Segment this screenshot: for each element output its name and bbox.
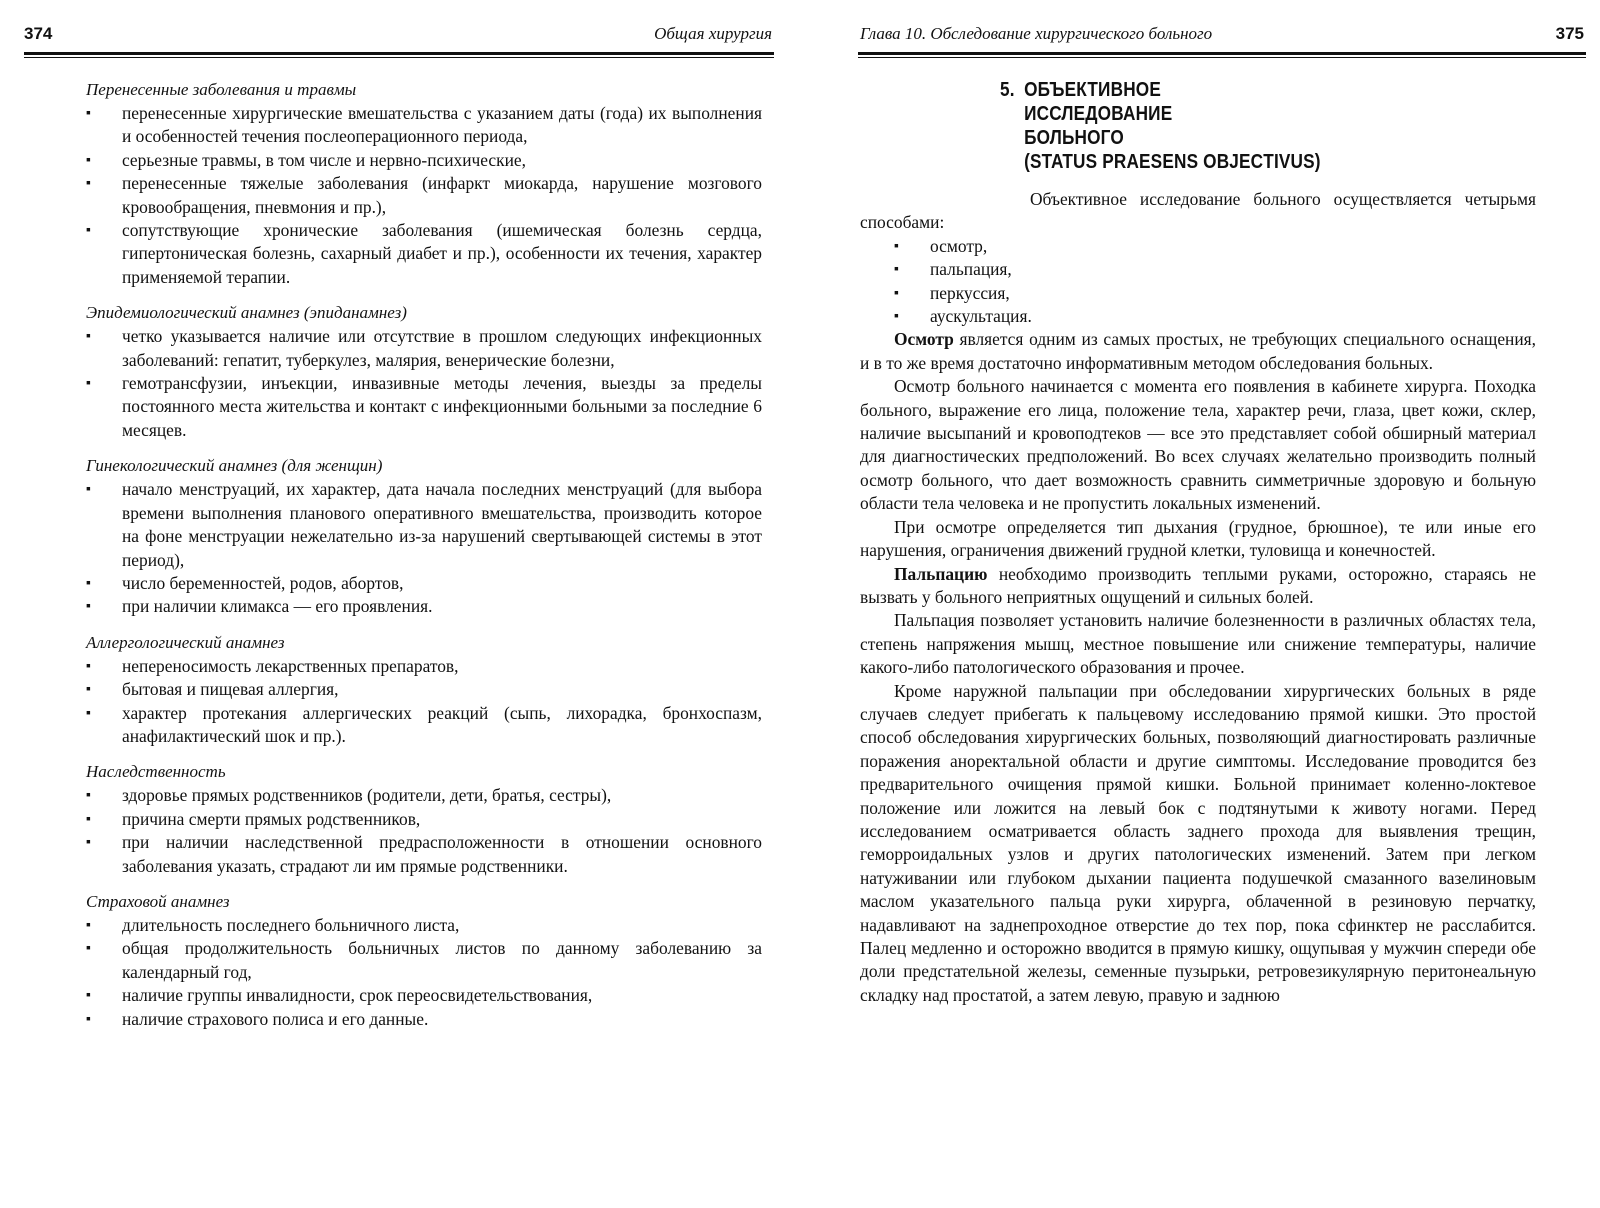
chapter-section-heading [1000, 78, 1461, 174]
list-item: ▪ осмотр, [894, 235, 1536, 258]
header-rule [24, 52, 774, 55]
list-item: ▪ наличие страхового полиса и его данные. [86, 1008, 762, 1031]
section-title: Перенесенные заболевания и травмы [86, 80, 357, 99]
paragraph-text: необходимо производить теплыми руками, осторожно, стараясь не вызвать у больного неприятных ощущений и сильных болей. [860, 563, 1536, 607]
paragraph-text: Пальпация позволяет установить наличие болезненности в различных областях тела, степень напряжения мышц, местное повышение или снижение температуры, наличие какого-либо патологического образования и прочее. [860, 610, 1536, 678]
right-page-header [860, 24, 1584, 50]
section-title: Наследственность [86, 762, 226, 782]
paragraph [860, 516, 1536, 563]
paragraph-text: Осмотр больного начинается с момента его появления в кабинете хирурга. Походка больного, выражение его лица, положение тела, характер речи, глаза, цвет кожи, склер, наличие высыпаний и кровоподтеков — все это представляет собой обширный материал для диагностических предположений. Во всех случаях желательно производить полный осмотр больного, что дает возможность сравнить симметричные здоровую и больную области тела человека и не пропустить локальных изменений. [860, 376, 1536, 514]
left-page-header [24, 24, 772, 50]
paragraph-text: При осмотре определяется тип дыхания (грудное, брюшное), те или иные его нарушения, ограничения движений грудной клетки, туловища и конечностей. [860, 516, 1536, 561]
left-page-body [86, 78, 762, 1043]
heading-line: БОЛЬНОГО [1024, 127, 1124, 149]
list-item: ▪ число беременностей, родов, абортов, [86, 572, 762, 595]
page-number: 374 [24, 24, 53, 43]
section-allergy-history [86, 631, 762, 749]
list-item: ▪ при наличии наследственной предрасположенности в отношении основного заболевания указать, страдают ли им прямые родственники. [86, 831, 762, 878]
list-item: ▪ общая продолжительность больничных листов по данному заболеванию за календарный год, [86, 937, 762, 984]
methods-list [894, 235, 1536, 329]
list-item: ▪ четко указывается наличие или отсутствие в прошлом следующих инфекционных заболеваний: гепатит, туберкулез, малярия, венерические болезни, [86, 325, 762, 372]
section-gynecological-history [86, 454, 762, 618]
running-title: Общая хирургия [654, 24, 772, 43]
heading-line: ИССЛЕДОВАНИЕ [1024, 103, 1173, 125]
lead-term: Осмотр [894, 329, 954, 350]
intro-paragraph: Объективное исследование больного осуществляется четырьмя способами: [860, 189, 1536, 233]
list-item: ▪ непереносимость лекарственных препаратов, [86, 655, 762, 678]
paragraph [860, 328, 1536, 375]
section-past-illnesses [86, 78, 762, 289]
lead-term: Пальпацию [894, 563, 988, 584]
heading-number: 5. [1000, 79, 1015, 101]
header-rule-thin [24, 57, 774, 58]
list-item: ▪ гемотрансфузии, инъекции, инвазивные методы лечения, выезды за пределы постоянного места жительства и контакт с инфекционными больными за последние 6 месяцев. [86, 372, 762, 442]
paragraph-text: является одним из самых простых, не требующих специального оснащения, и в то же время достаточно информативным методом обследования больных. [860, 329, 1536, 373]
header-rule [858, 52, 1586, 55]
section-title: Страховой анамнез [86, 891, 230, 911]
list-item: ▪ причина смерти прямых родственников, [86, 808, 762, 831]
paragraph [860, 375, 1536, 515]
section-title: Гинекологический анамнез (для женщин) [86, 456, 383, 476]
heading-line: (STATUS PRAESENS OBJECTIVUS) [1024, 151, 1321, 173]
list-item: ▪ сопутствующие хронические заболевания (ишемическая болезнь сердца, гипертоническая болезнь, сахарный диабет и пр.), особенности их течения, характер применяемой терапии. [86, 219, 762, 289]
list-item: ▪ пальпация, [894, 258, 1536, 281]
list-item: ▪ перкуссия, [894, 282, 1536, 305]
list-item: ▪ серьезные травмы, в том числе и нервно-психические, [86, 149, 762, 172]
paragraph-text: Кроме наружной пальпации при обследовании хирургических больных в ряде случаев следует прибегать к пальцевому исследованию прямой кишки. Это простой способ обследования хирургических больных, позволяющий диагностировать различные поражения аноректальной области и другие симптомы. Исследование проводится без предварительного очищения прямой кишки. Больной принимает коленно-локтевое положение или ложится на левый бок с подтянутыми к животу ногами. Перед исследованием осматривается область заднего прохода для выявления трещин, геморроидальных узлов и других патологических изменений. Затем при легком натуживании или глубоком дыхании пациента подушечкой смазанного вазелиновым маслом указательного пальца руки хирурга, облаченной в резиновую перчатку, надавливают на заднепроходное отверстие до тех пор, пока сфинктер не расслабится. Палец медленно и осторожно вводится в прямую кишку, ощупывая у мужчин спереди обе доли предстательной железы, семенные пузырьки, ретровезикулярную перитонеальную складку над простатой, а затем левую, правую и заднюю [860, 680, 1536, 1005]
right-page [800, 0, 1600, 1208]
header-rule-thin [858, 57, 1586, 58]
paragraph [860, 680, 1536, 1008]
list-item: ▪ наличие группы инвалидности, срок переосвидетельствования, [86, 984, 762, 1007]
list-item: ▪ характер протекания аллергических реакций (сыпь, лихорадка, бронхоспазм, анафилактический шок и пр.). [86, 702, 762, 749]
paragraph [860, 609, 1536, 679]
section-epidemiological-history [86, 301, 762, 442]
list-item: ▪ перенесенные тяжелые заболевания (инфаркт миокарда, нарушение мозгового кровообращения, пневмония и пр.), [86, 172, 762, 219]
running-title: Глава 10. Обследование хирургического больного [860, 24, 1213, 43]
paragraph [860, 563, 1536, 610]
section-title: Аллергологический анамнез [86, 632, 285, 652]
section-title: Эпидемиологический анамнез (эпиданамнез) [86, 303, 407, 323]
heading-line: ОБЪЕКТИВНОЕ [1024, 79, 1161, 101]
section-insurance-history [86, 890, 762, 1031]
list-item: ▪ бытовая и пищевая аллергия, [86, 678, 762, 701]
list-item: ▪ начало менструаций, их характер, дата начала последних менструаций (для выбора времени выполнения планового оперативного вмешательства, производить которое на фоне менструации нежелательно из-за нарушений свертывающей системы в этот период), [86, 478, 762, 572]
page-number: 375 [1555, 24, 1584, 43]
list-item: ▪ аускультация. [894, 305, 1536, 328]
list-item: ▪ длительность последнего больничного листа, [86, 914, 762, 937]
right-page-body [860, 78, 1536, 1007]
section-heredity [86, 760, 762, 878]
list-item: ▪ здоровье прямых родственников (родители, дети, братья, сестры), [86, 784, 762, 807]
list-item: ▪ при наличии климакса — его проявления. [86, 595, 762, 618]
list-item: ▪ перенесенные хирургические вмешательства с указанием даты (года) их выполнения и особенностей течения послеоперационного периода, [86, 102, 762, 149]
